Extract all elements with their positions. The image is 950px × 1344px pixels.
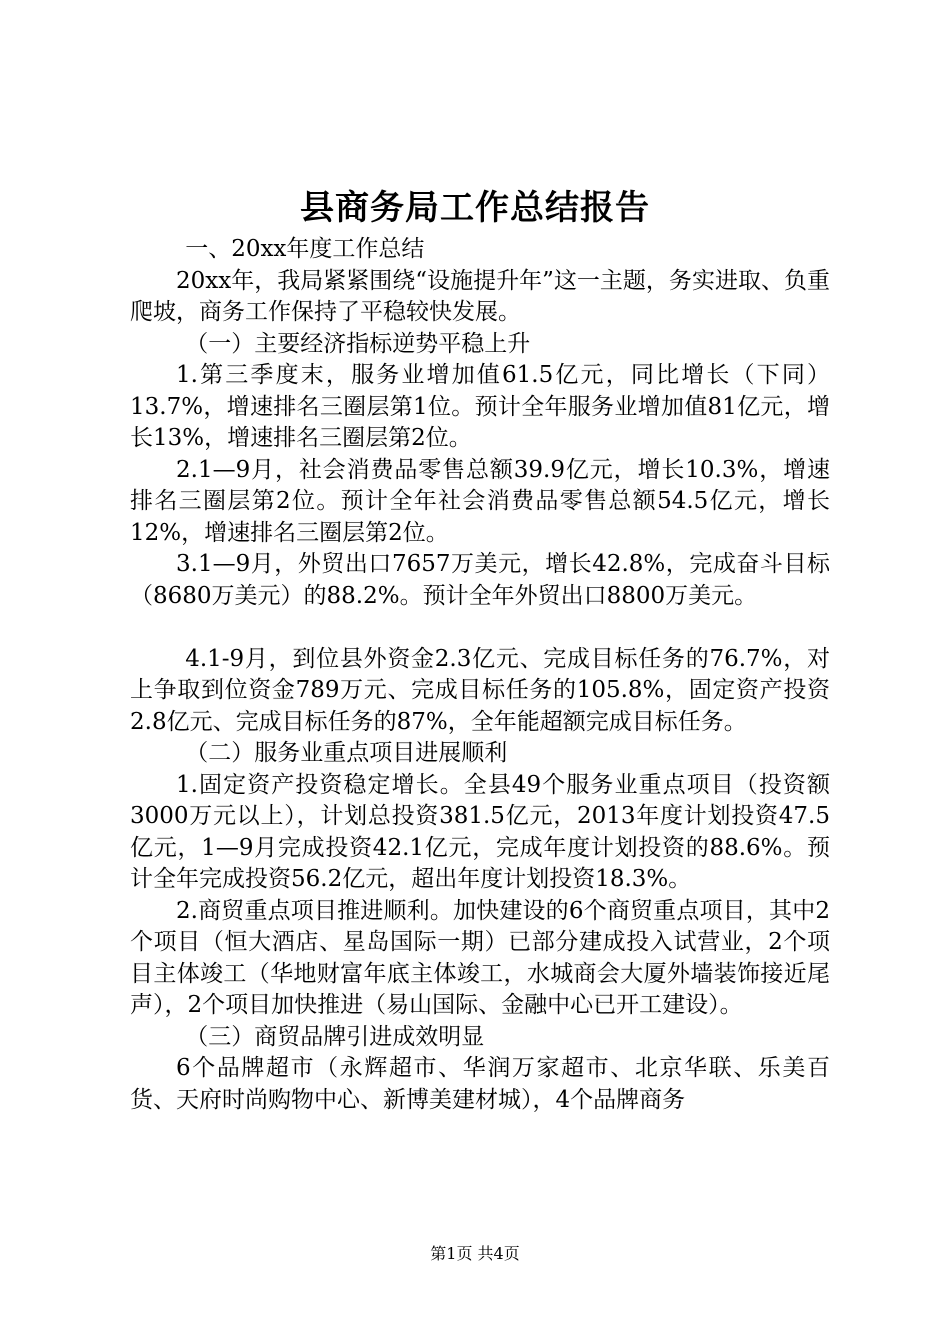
section-heading: 一、20xx年度工作总结 — [185, 236, 425, 262]
paragraph: 2.1—9月，社会消费品零售总额39.9亿元，增长10.3%，增速排名三圈层第2位。预计全年社会消费品零售总额54.5亿元，增长12%，增速排名三圈层第2位。 — [130, 456, 830, 546]
document-body — [130, 234, 830, 1116]
subsection-heading: （一）主要经济指标逆势平稳上升 — [185, 330, 531, 357]
blank-line — [130, 612, 830, 644]
paragraph: 1.第三季度末，服务业增加值61.5亿元，同比增长（下同）13.7%，增速排名三圈层第1位。预计全年服务业增加值81亿元，增长13%，增速排名三圈层第2位。 — [130, 362, 830, 451]
document-title: 县商务局工作总结报告 — [300, 188, 650, 228]
subsection-heading: （二）服务业重点项目进展顺利 — [185, 740, 508, 766]
page-number: 第1页 共4页 — [430, 1244, 520, 1263]
paragraph: 1.固定资产投资稳定增长。全县49个服务业重点项目（投资额3000万元以上），计划总投资381.5亿元，2013年度计划投资47.5亿元，1—9月完成投资42.1亿元，完成年度计划投资的88.6%。预计全年完成投资56.2亿元，超出年度计划投资18.3%。 — [130, 771, 830, 892]
subsection-heading: （三）商贸品牌引进成效明显 — [185, 1023, 485, 1050]
paragraph: 6个品牌超市（永辉超市、华润万家超市、北京华联、乐美百货、天府时尚购物中心、新博美建材城），4个品牌商务 — [130, 1055, 830, 1113]
paragraph: 4.1-9月，到位县外资金2.3亿元、完成目标任务的76.7%，对上争取到位资金789万元、完成目标任务的105.8%，固定资产投资2.8亿元、完成目标任务的87%，全年能超额完成目标任务。 — [130, 645, 830, 735]
paragraph: 2.商贸重点项目推进顺利。加快建设的6个商贸重点项目，其中2个项目（恒大酒店、星岛国际一期）已部分建成投入试营业，2个项目主体竣工（华地财富年底主体竣工，水城商会大厦外墙装饰接近尾声），2个项目加快推进（易山国际、金融中心已开工建设）。 — [130, 897, 830, 1018]
paragraph: 20xx年，我局紧紧围绕“设施提升年”这一主题，务实进取、负重爬坡，商务工作保持了平稳较快发展。 — [130, 267, 830, 325]
paragraph: 3.1—9月，外贸出口7657万美元，增长42.8%，完成奋斗目标（8680万美元）的88.2%。预计全年外贸出口8800万美元。 — [130, 551, 830, 609]
